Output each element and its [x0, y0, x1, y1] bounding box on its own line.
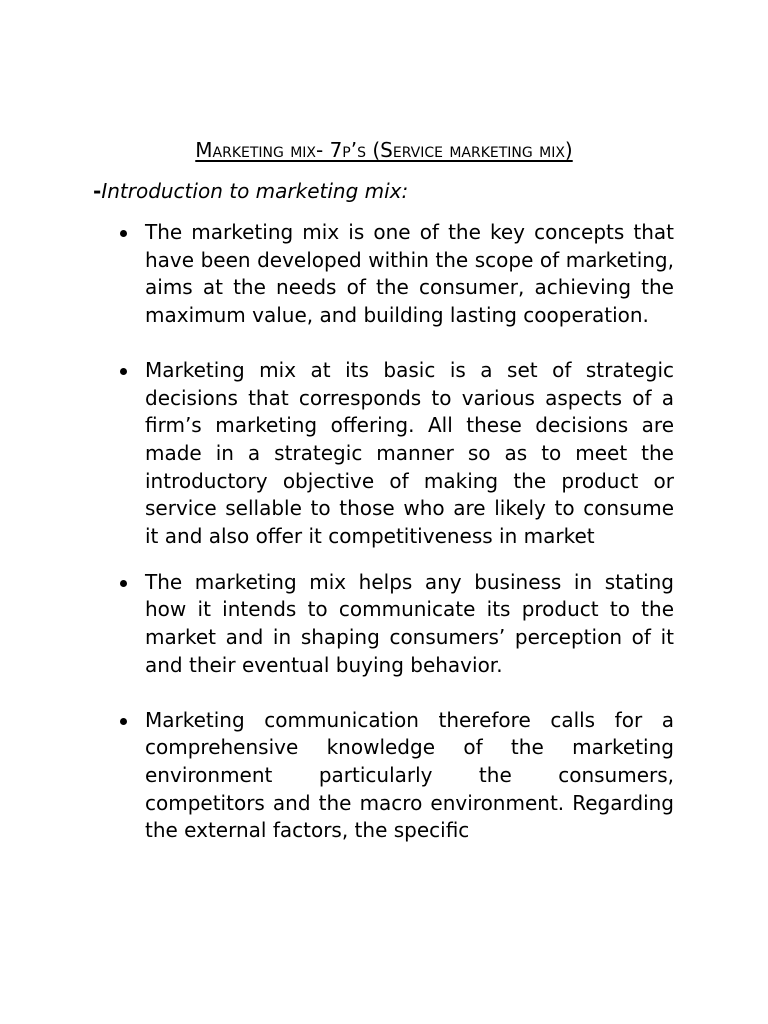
list-item — [120, 219, 674, 330]
section-heading — [93, 179, 408, 203]
list-item-text: The marketing mix is one of the key concepts that have been developed within the scope of marketing, aims at the needs of the consumer, achieving the maximum value, and building lasting cooperation. — [145, 220, 674, 328]
bullet-dot-icon — [120, 368, 127, 375]
bullet-list — [120, 219, 674, 845]
list-item-text: Marketing mix at its basic is a set of strategic decisions that corresponds to various aspects of a firm’s marketing offering. All these decisions are made in a strategic manner so as to meet the introductory objective of making the product or service sellable to those who are likely to consume it and also offer it competitiveness in market — [145, 357, 674, 549]
list-item — [120, 707, 674, 846]
document-title: Marketing mix- 7p’s (Service marketing mix) — [195, 138, 573, 162]
list-item-text: The marketing mix helps any business in stating how it intends to communicate its product to the market and in shaping consumers’ perception of it and their eventual buying behavior. — [145, 569, 674, 677]
section-heading-text: Introduction to marketing mix: — [101, 179, 409, 203]
list-item — [120, 569, 674, 680]
list-item — [120, 357, 674, 551]
bullet-dot-icon — [120, 580, 127, 587]
list-item-text: Marketing communication therefore calls for a comprehensive knowledge of the marketing environment particularly the consumers, competitors and the macro environment. Regarding the external factors, the specific — [145, 707, 674, 843]
bullet-dot-icon — [120, 230, 127, 237]
bullet-dot-icon — [120, 718, 127, 725]
section-heading-dash: - — [93, 179, 102, 203]
